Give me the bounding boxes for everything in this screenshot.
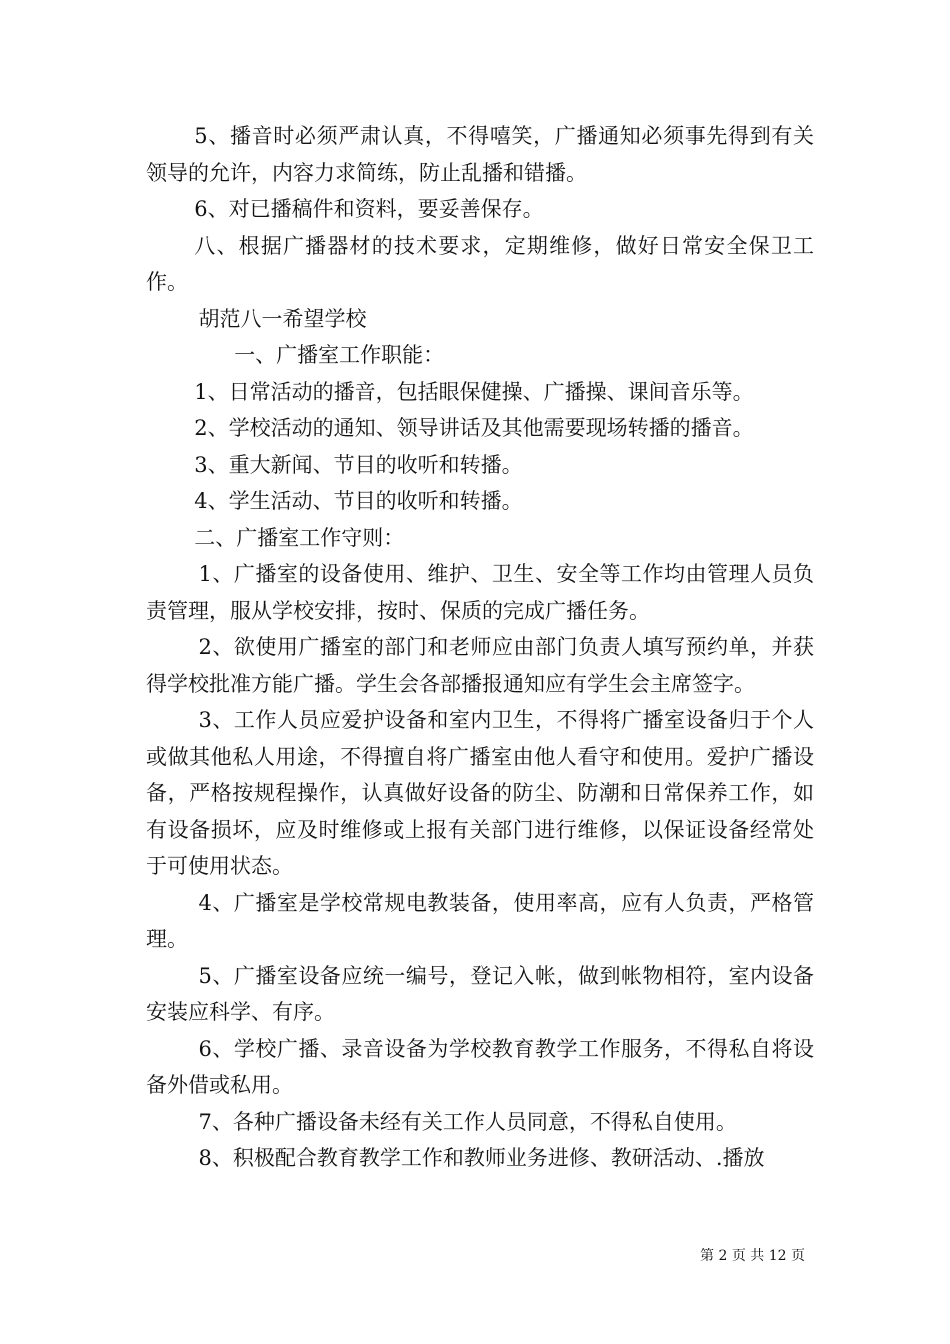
section-heading-duties: 一、广播室工作职能： bbox=[234, 343, 445, 367]
paragraph-duty-2: 2、学校活动的通知、领导讲话及其他需要现场转播的播音。 bbox=[194, 416, 754, 440]
paragraph-duty-1: 1、日常活动的播音，包括眼保健操、广播操、课间音乐等。 bbox=[194, 379, 754, 404]
paragraph-rule-3: 3、工作人员应爱护设备和室内卫生，不得将广播室设备归于个人或做其他私人用途，不得擅自将广播室由他人看守和使用。爱护广播设备，严格按规程操作，认真做好设备的防尘、防潮和日常保养工作，如有设备损坏，应及时维修或上报有关部门进行维修，以保证设备经常处于可使用状态。 bbox=[146, 708, 814, 878]
paragraph-section-8: 八、根据广播器材的技术要求，定期维修，做好日常安全保卫工作。 bbox=[146, 233, 814, 294]
school-name: 胡范八一希望学校 bbox=[198, 306, 367, 331]
paragraph-broadcast-rule-5: 5、播音时必须严肃认真，不得嘻笑，广播通知必须事先得到有关领导的允许，内容力求简练，防止乱播和错播。 bbox=[146, 124, 814, 185]
section-heading-rules: 二、广播室工作守则： bbox=[194, 525, 405, 550]
paragraph-duty-3: 3、重大新闻、节目的收听和转播。 bbox=[194, 452, 523, 477]
page-number-footer: 第 2 页 共 12 页 bbox=[700, 1248, 805, 1264]
paragraph-rule-5: 5、广播室设备应统一编号，登记入帐，做到帐物相符，室内设备安装应科学、有序。 bbox=[146, 963, 814, 1024]
paragraph-rule-4: 4、广播室是学校常规电教装备，使用率高，应有人负责，严格管理。 bbox=[146, 890, 814, 951]
paragraph-rule-7: 7、各种广播设备未经有关工作人员同意，不得私自使用。 bbox=[198, 1109, 737, 1134]
paragraph-duty-4: 4、学生活动、节目的收听和转播。 bbox=[194, 489, 523, 513]
document-body bbox=[146, 118, 814, 1177]
paragraph-rule-6: 6、学校广播、录音设备为学校教育教学工作服务，不得私自将设备外借或私用。 bbox=[146, 1036, 814, 1097]
paragraph-rule-8: 8、积极配合教育教学工作和教师业务进修、教研活动、.播放 bbox=[198, 1146, 765, 1170]
paragraph-broadcast-rule-6: 6、对已播稿件和资料，要妥善保存。 bbox=[194, 197, 544, 221]
paragraph-rule-1: 1、广播室的设备使用、维护、卫生、安全等工作均由管理人员负责管理，服从学校安排，按时、保质的完成广播任务。 bbox=[146, 562, 814, 623]
paragraph-rule-2: 2、欲使用广播室的部门和老师应由部门负责人填写预约单，并获得学校批准方能广播。学生会各部播报通知应有学生会主席签字。 bbox=[146, 635, 814, 696]
